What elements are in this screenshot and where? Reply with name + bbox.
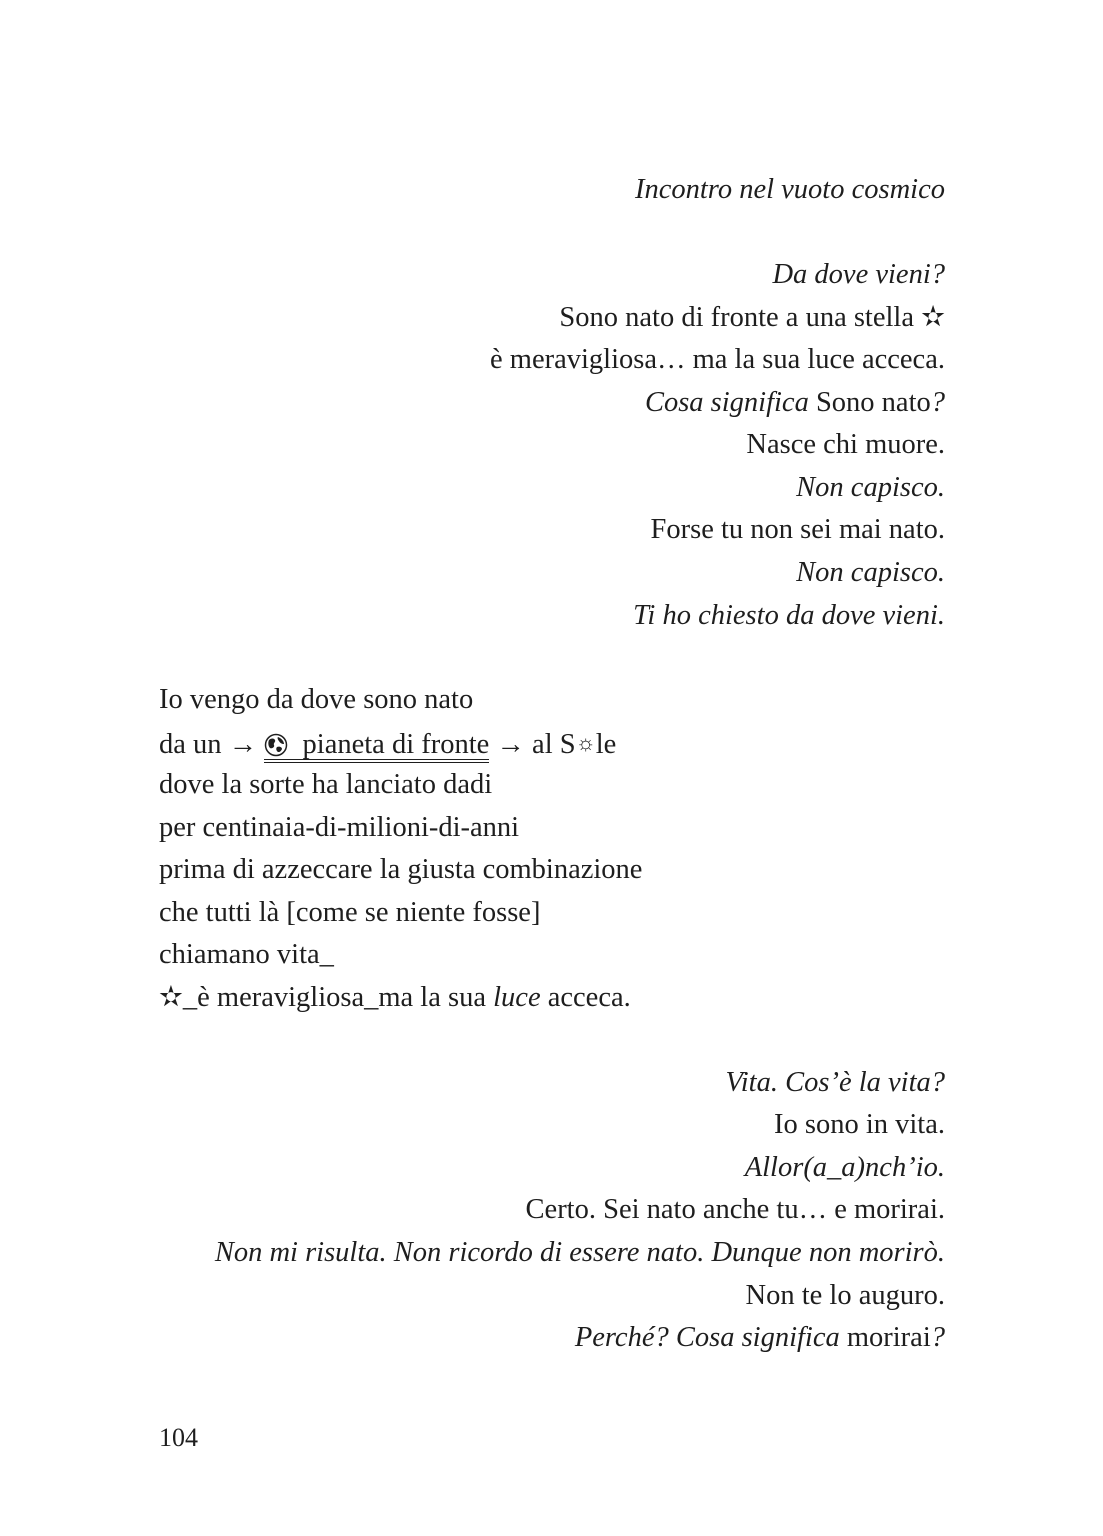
verse-line: per centinaia-di-milioni-di-anni [159,812,520,843]
poem-title: Incontro nel vuoto cosmico [635,174,945,205]
dialogue-line: Forse tu non sei mai nato. [650,514,945,545]
dialogue-line [645,383,945,423]
verse-line: prima di azzeccare la giusta combinazione [159,854,643,885]
verse-italic-word: luce [493,982,541,1013]
dialogue-italic-part: ? [930,387,945,418]
verse-line [159,723,616,765]
sun-icon: ☼ [575,730,596,755]
dialogue-line: Certo. Sei nato anche tu… e morirai. [525,1194,945,1225]
dialogue-line: Ti ho chiesto da dove vieni. [633,600,945,631]
dialogue-italic-part: Cosa significa [644,387,809,418]
dialogue-line: Non mi risulta. Non ricordo di essere nato. Dunque non morirò. [214,1237,945,1268]
verse-part: → al S [496,729,576,760]
verse-part: acceca. [540,982,631,1013]
dialogue-line: Non capisco. [796,557,945,588]
verse-line: dove la sorte ha lanciato dadi [159,769,493,800]
dialogue-line: Vita. Cos’è la vita? [725,1067,945,1098]
dialogue-line: Non te lo auguro. [745,1280,945,1311]
dialogue-line: Non capisco. [796,472,945,503]
dialogue-roman-part: morirai [839,1322,931,1353]
dialogue-roman-part: Sono nato [808,387,931,418]
globe-icon [264,733,288,757]
verse-line: Io vengo da dove sono nato [159,684,474,715]
dialogue-italic-part: ? [930,1322,945,1353]
verse-part: da un → [159,729,258,760]
dialogue-line: Sono nato di fronte a una stella ✫ [559,302,945,333]
dialogue-line [575,1318,945,1358]
verse-part: le [595,729,617,760]
dialogue-italic-part: Perché? Cosa significa [574,1322,840,1353]
dialogue-line: Da dove vieni? [772,259,945,290]
underlined-text: pianeta di fronte [302,729,490,760]
verse-part: ✫_è meravigliosa_ma la sua [159,982,494,1013]
underlined-phrase [264,725,489,765]
dialogue-line: è meravigliosa… ma la sua luce acceca. [490,344,945,375]
verse-line [159,978,631,1018]
dialogue-line: Io sono in vita. [774,1109,945,1140]
verse-line: chiamano vita_ [159,939,334,970]
page-number: 104 [159,1423,198,1452]
dialogue-line: Allor(a_a)nch’io. [744,1152,945,1183]
dialogue-line: Nasce chi muore. [746,429,945,460]
verse-line: che tutti là [come se niente fosse] [159,897,541,928]
